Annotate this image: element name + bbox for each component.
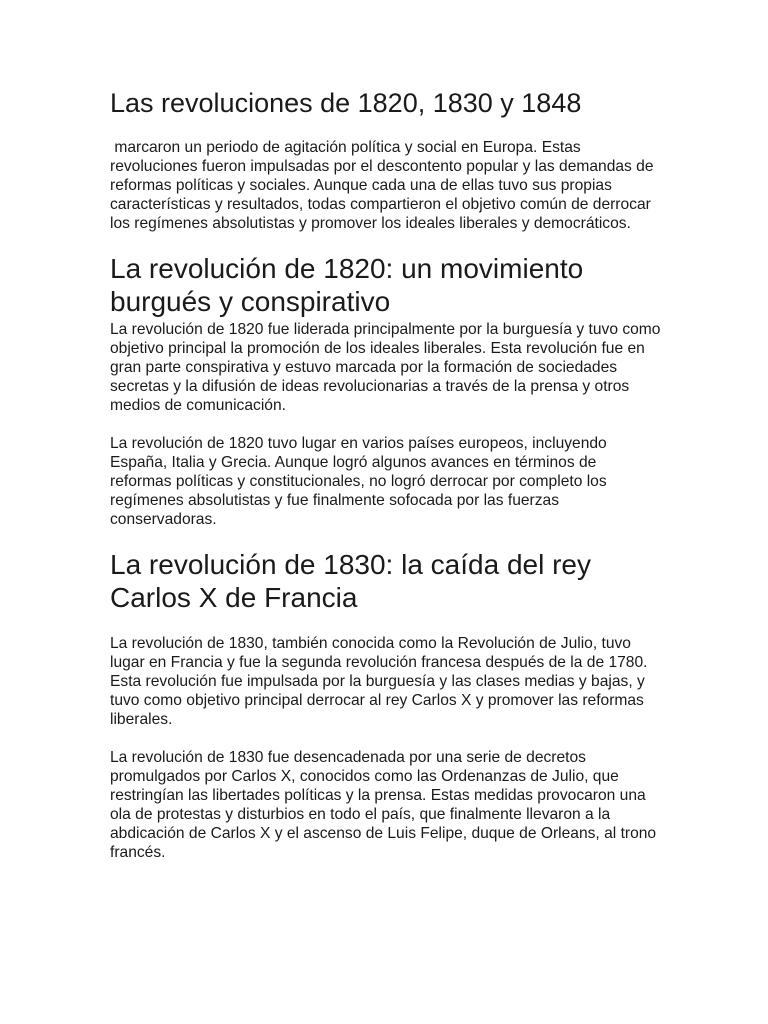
section-paragraph: La revolución de 1830, también conocida como la Revolución de Julio, tuvo lugar en Francia y fue la segunda revolución francesa después de la de 1780. Esta revolución fue impulsada por la burguesía y las clases medias y bajas, y tuvo como objetivo principal derrocar al rey Carlos X y promover las reformas liberales.: [110, 635, 648, 728]
document-page: [110, 86, 662, 862]
section-paragraph: La revolución de 1820 fue liderada principalmente por la burguesía y tuvo como objetivo principal la promoción de los ideales liberales. Esta revolución fue en gran parte conspirativa y estuvo marcada por la formación de sociedades secretas y la difusión de ideas revolucionarias a través de la prensa y otros medios de comunicación.: [110, 321, 661, 414]
section-1820: [110, 252, 662, 529]
section-heading: La revolución de 1830: la caída del rey Carlos X de Francia: [110, 549, 591, 613]
intro-paragraph: marcaron un periodo de agitación política y social en Europa. Estas revoluciones fueron impulsadas por el descontento popular y las demandas de reformas políticas y sociales. Aunque cada una de ellas tuvo sus propias características y resultados, todas compartieron el objetivo común de derrocar los regímenes absolutistas y promover los ideales liberales y democráticos.: [110, 139, 658, 232]
section-heading: La revolución de 1820: un movimiento burgués y conspirativo: [110, 253, 584, 317]
document-title: Las revoluciones de 1820, 1830 y 1848: [110, 88, 582, 118]
section-1830: [110, 548, 662, 862]
section-paragraph: La revolución de 1820 tuvo lugar en varios países europeos, incluyendo España, Italia y Grecia. Aunque logró algunos avances en términos de reformas políticas y constitucionales, no logró derrocar por completo los regímenes absolutistas y fue finalmente sofocada por las fuerzas conservadoras.: [110, 435, 607, 528]
section-paragraph: La revolución de 1830 fue desencadenada por una serie de decretos promulgados por Carlos X, conocidos como las Ordenanzas de Julio, que restringían las libertades políticas y la prensa. Estas medidas provocaron una ola de protestas y disturbios en todo el país, que finalmente llevaron a la abdicación de Carlos X y el ascenso de Luis Felipe, duque de Orleans, al trono francés.: [110, 749, 657, 861]
